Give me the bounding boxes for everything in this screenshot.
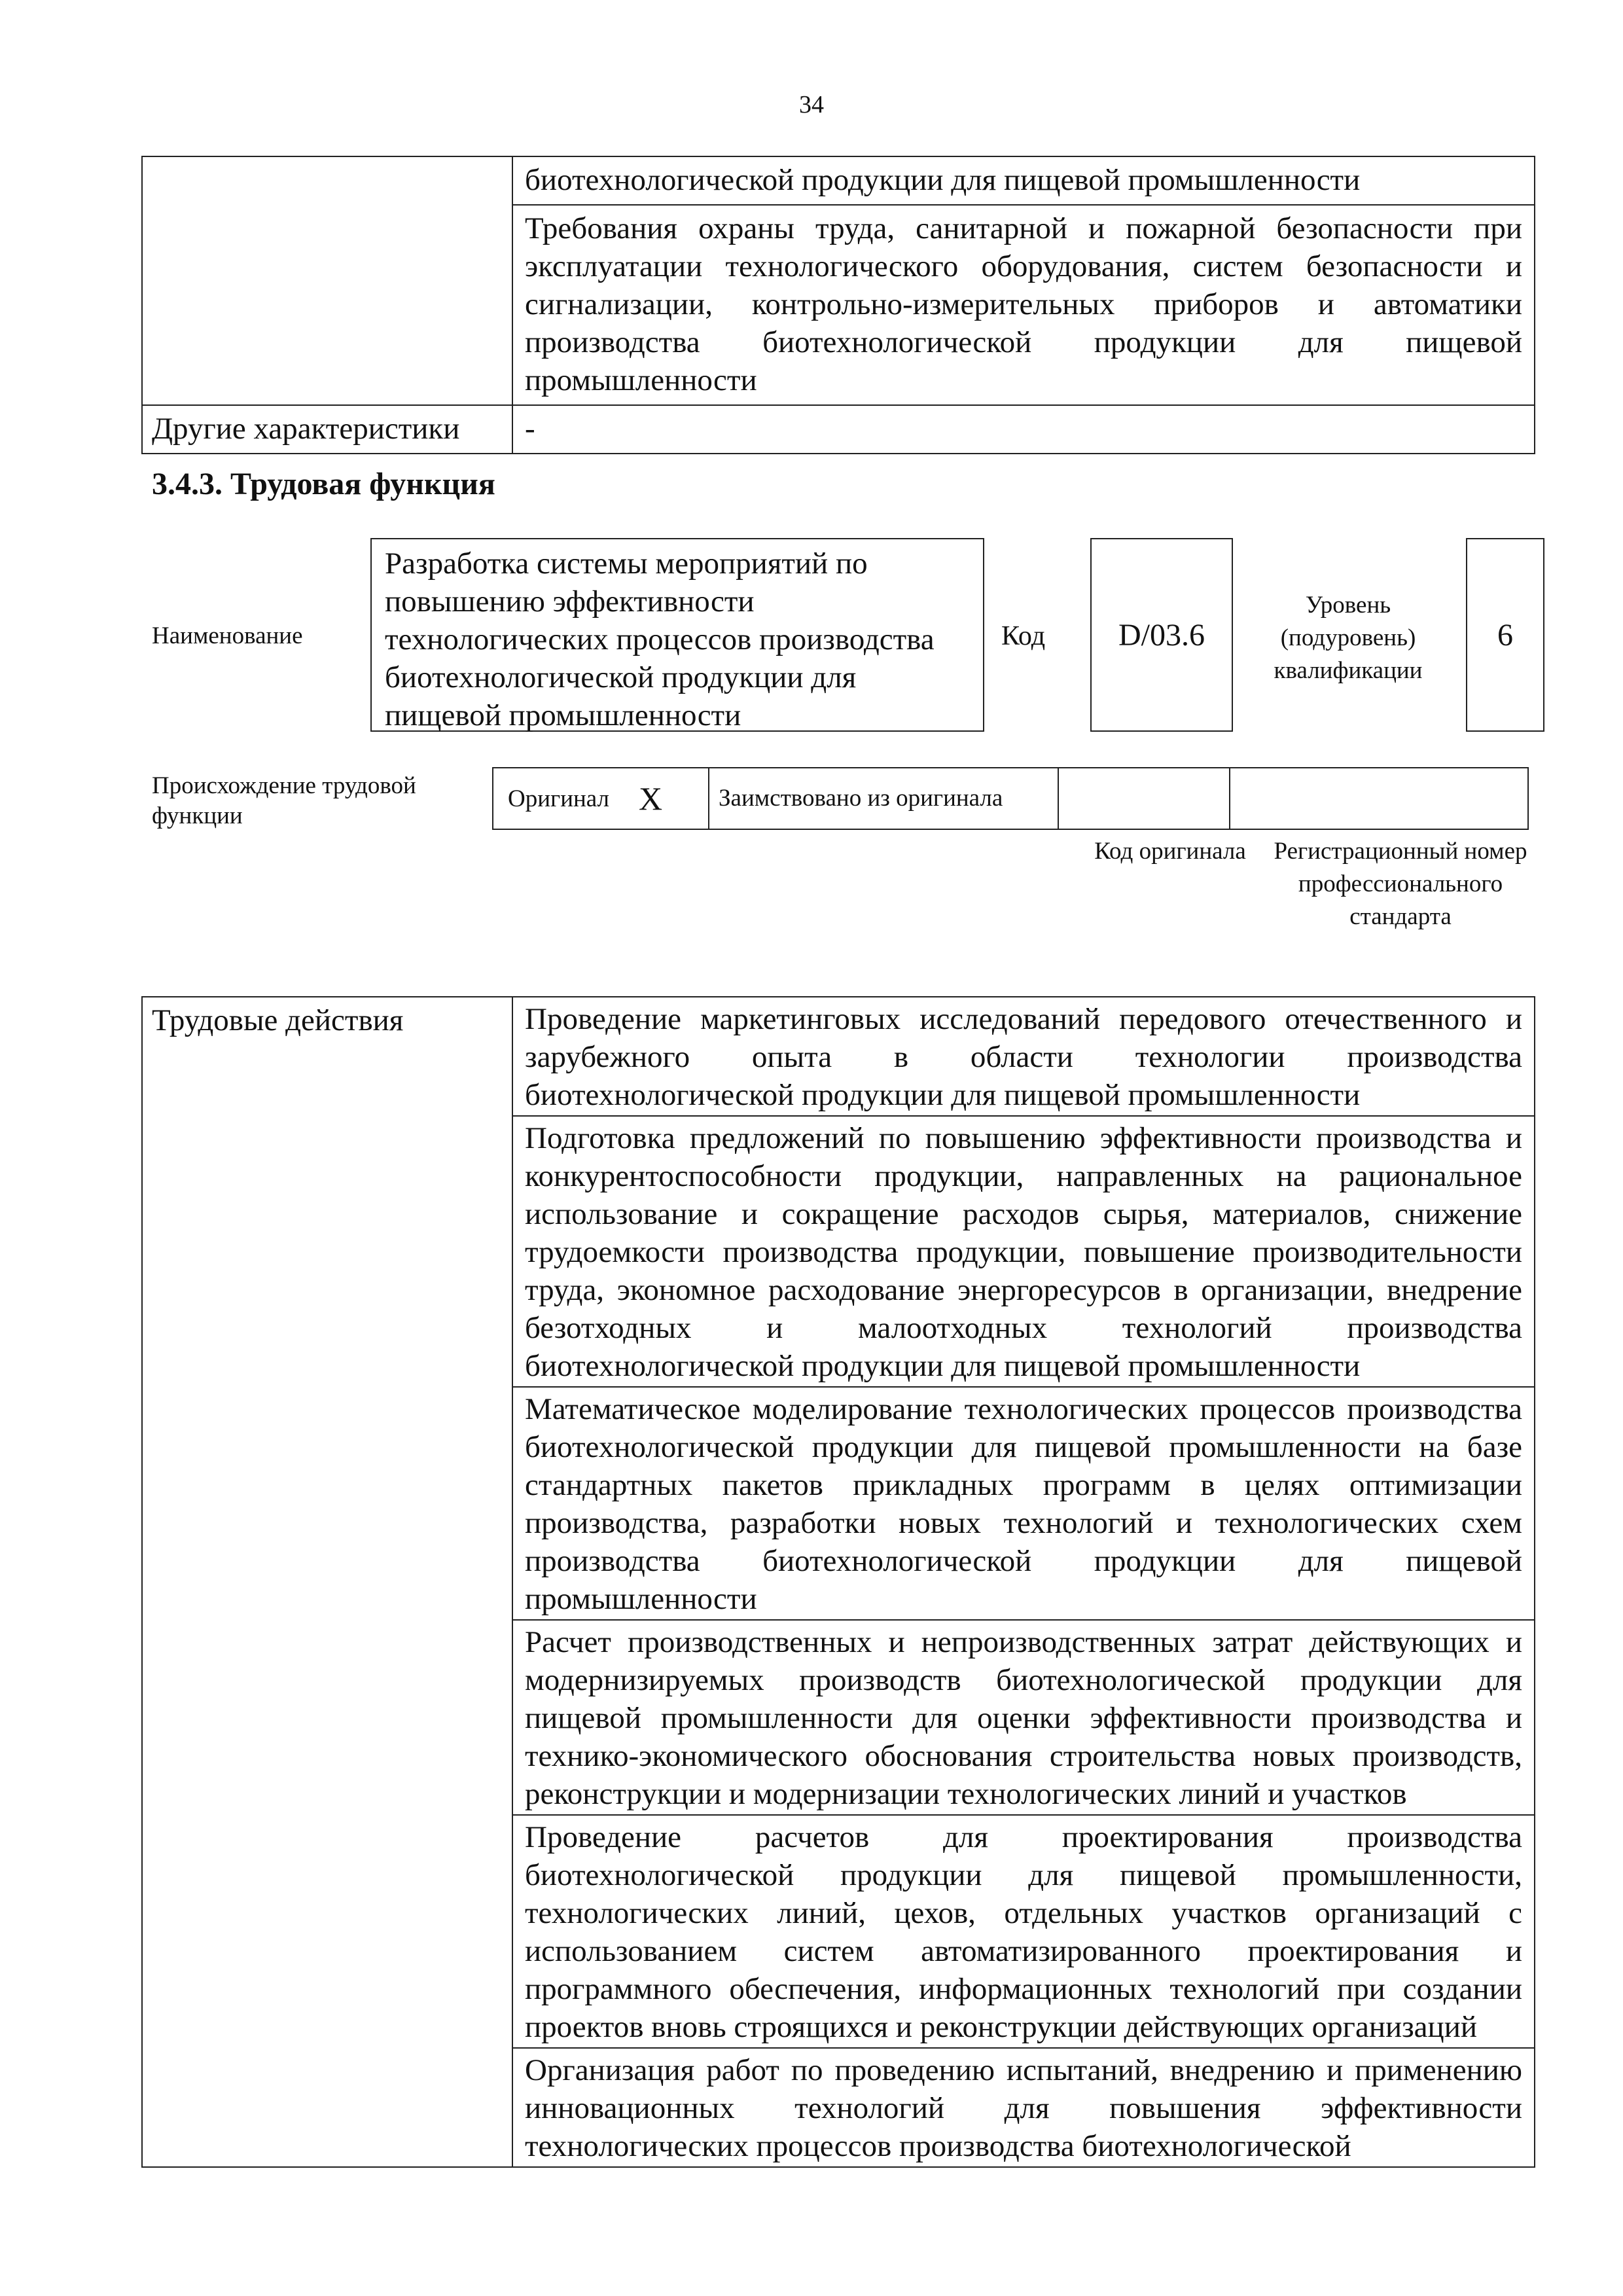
table-label-cell [142,156,512,405]
function-code-box [1090,538,1233,732]
registration-number-cell [1230,768,1528,829]
actions-table [141,996,1535,2168]
level-box [1466,538,1544,732]
function-name-value: Разработка системы мероприятий по повышению эффективности технологических процессов производства биотехнологической продукции для пищевой промышленности [385,547,935,732]
table-text-cell: Требования охраны труда, санитарной и пожарной безопасности при эксплуатации технологического оборудования, систем безопасности и сигнализации, контрольно-измерительных приборов и автоматики производства биотехнологической продукции для пищевой промышленности [512,205,1535,405]
function-code-value: D/03.6 [1118,617,1205,653]
table-row [142,405,1535,454]
section-title: 3.4.3. Трудовая функция [152,467,495,501]
table-text-cell: биотехнологической продукции для пищевой промышленности [512,156,1535,205]
level-label: Уровень (подуровень) квалификации [1274,592,1423,684]
original-code-cell [1058,768,1230,829]
action-item: Расчет производственных и непроизводственных затрат действующих и модернизируемых производств биотехнологической продукции для пищевой промышленности для оценки эффективности производства и технико-экономического обоснования строительства новых производств, реконструкции и модернизации технологических линий и участков [512,1620,1535,1815]
action-item: Проведение маркетинговых исследований передового отечественного и зарубежного опыта в области технологии производства биотехнологической продукции для пищевой промышленности [512,997,1535,1116]
origin-table [492,767,1529,830]
actions-label: Трудовые действия [142,997,512,2167]
origin-label: Происхождение трудовой функции [152,772,416,829]
code-original-caption: Код оригинала [1094,838,1246,865]
action-item: Проведение расчетов для проектирования производства биотехнологической продукции для пищевой промышленности, технологических линий, цехов, отдельных участков организаций с использованием систем автоматизированного проектирования и программного обеспечения, информационных технологий при создании проектов вновь строящихся и реконструкции действующих организаций [512,1815,1535,2048]
other-characteristics-label: Другие характеристики [142,405,512,454]
table-row [142,997,1535,1116]
code-label: Код [1001,621,1046,651]
original-label: Оригинал [493,768,639,829]
other-characteristics-value: - [512,405,1535,454]
borrowed-label: Заимствовано из оригинала [709,768,1058,829]
registration-caption: Регистрационный номер профессионального стандарта [1274,838,1527,930]
function-name-box [370,538,984,732]
name-label: Наименование [152,622,303,649]
table-row [493,768,1528,829]
action-item: Организация работ по проведению испытаний, внедрению и применению инновационных технологий для повышения эффективности технологических процессов производства биотехнологической [512,2048,1535,2167]
top-table [141,156,1535,454]
original-mark: X [639,768,709,829]
table-row [142,156,1535,205]
action-item: Математическое моделирование технологических процессов производства биотехнологической продукции для пищевой промышленности на базе стандартных пакетов прикладных программ в целях оптимизации производства, разработки новых технологий и технологических схем производства биотехнологической продукции для пищевой промышленности [512,1387,1535,1620]
action-item: Подготовка предложений по повышению эффективности производства и конкурентоспособности продукции, направленных на рациональное использование и сокращение расходов сырья, материалов, снижение трудоемкости производства продукции, повышение производительности труда, экономное расходование энергоресурсов в организации, внедрение безотходных и малоотходных технологий производства биотехнологической продукции для пищевой промышленности [512,1116,1535,1387]
level-value: 6 [1497,617,1513,653]
page-number: 34 [799,91,824,118]
